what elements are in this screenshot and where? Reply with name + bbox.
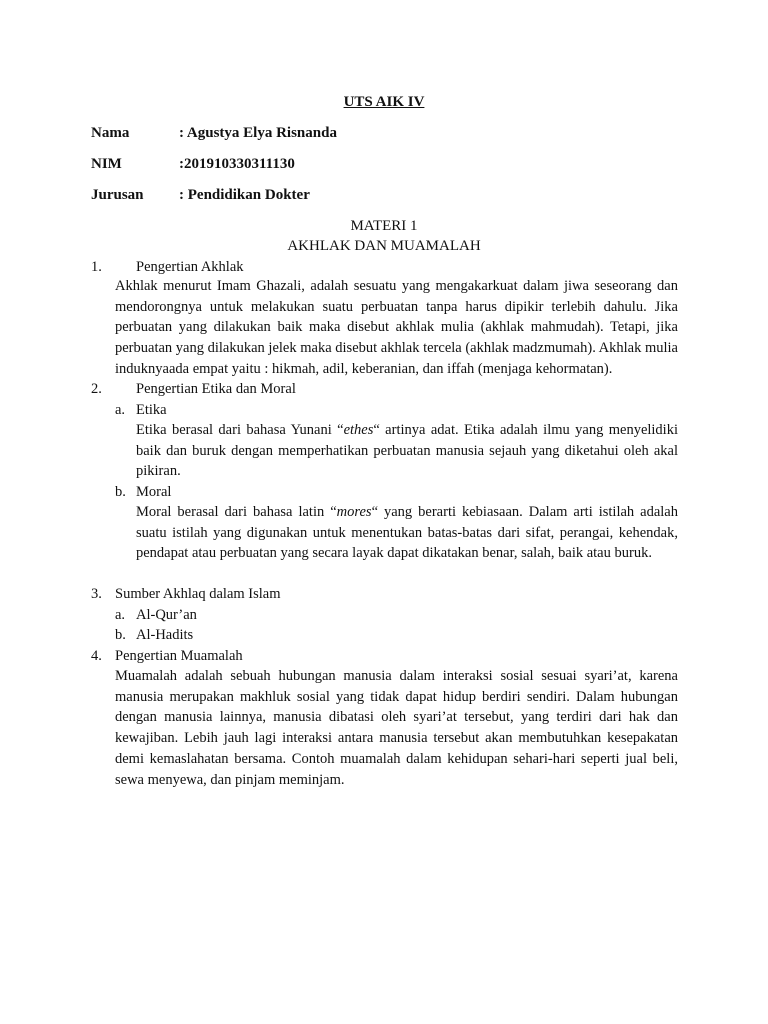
section-3-heading: Sumber Akhlaq dalam Islam xyxy=(115,586,281,602)
section-2a-body-post: “ artinya adat. Etika adalah ilmu yang menyelidiki baik dan buruk dengan memperhatikan perbuatan manusia sejauh yang diketahui oleh akal pikiran. xyxy=(136,422,678,480)
info-row-nim xyxy=(91,156,295,173)
section-2b-term: mores xyxy=(336,504,372,520)
jurusan-label: Jurusan xyxy=(91,187,144,203)
nama-label: Nama xyxy=(91,125,130,141)
info-row-nama xyxy=(91,125,337,142)
section-4-body: Muamalah adalah sebuah hubungan manusia dalam interaksi sosial sesuai syari’at, karena manusia merupakan makhluk sosial yang tidak dapat hidup berdiri sendiri. Dalam hubungan dengan manusia lainnya, manusia dibatasi oleh syari’at tersebut, yang terdiri dari hak dan kewajiban. Lebih jauh lagi interaksi antara manusia tersebut akan membutuhkan kesepakatan demi kemaslahatan bersama. Contoh muamalah dalam kehidupan sehari-hari seperti jual beli, sewa menyewa, dan pinjam meminjam. xyxy=(115,668,678,788)
section-2b-heading: Moral xyxy=(136,484,172,500)
document-title: UTS AIK IV xyxy=(343,94,425,110)
nim-label: NIM xyxy=(91,156,122,172)
section-2a-body xyxy=(136,420,678,482)
info-row-jurusan xyxy=(91,187,310,204)
section-2a-heading: Etika xyxy=(136,402,167,418)
section-3-item-b: Al-Hadits xyxy=(136,627,194,643)
section-4-heading: Pengertian Muamalah xyxy=(115,648,243,664)
section-2a-label: a. xyxy=(115,402,126,418)
nama-value: : Agustya Elya Risnanda xyxy=(179,125,337,141)
section-3-item-a-label: a. xyxy=(115,607,126,623)
section-2b-label: b. xyxy=(115,484,126,500)
materi-title: AKHLAK DAN MUAMALAH xyxy=(287,238,481,254)
section-2-number: 2. xyxy=(91,381,102,397)
materi-label: MATERI 1 xyxy=(350,218,418,234)
section-3-item-b-label: b. xyxy=(115,627,126,643)
section-2b-body-pre: Moral berasal dari bahasa latin “ xyxy=(136,504,337,520)
section-2a-body-pre: Etika berasal dari bahasa Yunani “ xyxy=(136,422,344,438)
section-3-number: 3. xyxy=(91,586,102,602)
section-1-body: Akhlak menurut Imam Ghazali, adalah sesuatu yang mengakarkuat dalam jiwa seseorang dan mendorongnya untuk melakukan suatu perbuatan tanpa harus dipikir terlebih dahulu. Jika perbuatan yang dilakukan baik maka disebut akhlak mulia (akhlak mahmudah). Tetapi, jika perbuatan yang dilakukan jelek maka disebut akhlak tercela (akhlak madzmumah). Akhlak mulia induknyaada empat yaitu : hikmah, adil, keberanian, dan iffah (menjaga kehormatan). xyxy=(115,278,678,377)
section-4-number: 4. xyxy=(91,648,102,664)
jurusan-value: : Pendidikan Dokter xyxy=(179,187,310,203)
nim-value: :201910330311130 xyxy=(179,156,295,172)
section-2b-body xyxy=(136,502,678,564)
section-1-number: 1. xyxy=(91,259,102,275)
section-1-heading: Pengertian Akhlak xyxy=(136,259,244,275)
section-2b-body-post: “ yang berarti kebiasaan. Dalam arti istilah adalah suatu istilah yang digunakan untuk menentukan batas-batas dari sifat, perangai, kehendak, pendapat atau perbuatan yang secara layak dapat dikatakan benar, salah, baik atau buruk. xyxy=(136,504,678,562)
section-3-item-a: Al-Qur’an xyxy=(136,607,197,623)
section-2a-term: ethes xyxy=(343,422,374,438)
section-2-heading: Pengertian Etika dan Moral xyxy=(136,381,296,397)
